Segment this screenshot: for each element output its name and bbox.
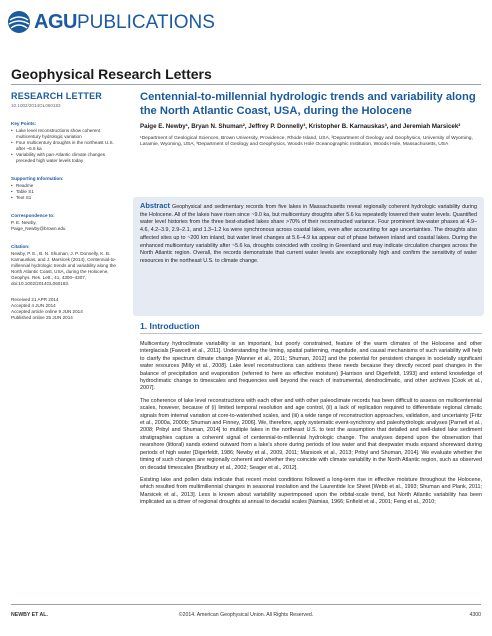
history-online: Accepted article online 9 JUN 2014 [11,309,83,314]
article-type: RESEARCH LETTER [11,91,103,101]
correspondence-email[interactable]: Paige_Newby@brown.edu [11,226,66,231]
logo-wordmark [34,11,215,34]
author-list: Paige E. Newby¹, Bryan N. Shuman², Jeffrey P. Donnelly³, Kristopher B. Karnauskas³, and Jeremiah Marsicek² [140,123,461,130]
abstract-text: Geophysical and sedimentary records from five lakes in Massachusetts reveal regionally coherent hydrologic variability during the Holocene. All of the lakes have risen since ~9.0 ka, but multicentury droughts after 5.6 ka repeatedly lowered their water levels. Quantified water level histories from the three best-studied lakes share >70% of their reconstructed variance. Four prominent low-water phases at 4.9–4.6, 4.2–3.9, 2.9–2.1, and 1.3–1.2 ka were synchronous across coastal lakes, even after accounting for age uncertainties. The droughts also affected sites up to ~200 km inland, but water level changes at 5.6–4.9 ka appear out of phase between inland and coastal lakes. During the enhanced multicentury variability after ~5.6 ka, droughts coincided with cooling in Greenland and may indicate circulation changes across the North Atlantic region. Overall, the records demonstrate that current water levels are exceptionally high and confirm the sensitivity of water resources in the northeast U.S. to climate change. [140,204,477,264]
footer-copyright: ©2014. American Geophysical Union. All Rights Reserved. [178,612,314,618]
logo-brand: AGU [34,10,77,33]
article-title: Centennial-to-millennial hydrologic trends and variability along the North Atlantic Coast, USA, during the Holocene [140,91,476,117]
key-point: • Lake level reconstructions show coherent multicentury hydrologic variation [11,128,119,140]
supporting-info-list [11,183,119,201]
page-footer [11,604,481,618]
citation-heading: Citation: [11,244,30,249]
key-point: • Variability with pan-Atlantic climate changes preceded high water levels today [11,152,119,164]
article-header [140,91,482,149]
history-received: Received 21 APR 2014 [11,297,59,302]
abstract-box [133,197,484,316]
author-affiliations: ¹Department of Geological Sciences, Brown University, Providence, Rhode Island, USA, ²Department of Geology and Geophysics, University of Wyoming, Laramie, Wyoming, USA, ³Department of Geology and Geophysics, Woods Hole Oceanographic Institution, Woods Hole, Massachusetts, USA [140,136,473,148]
supporting-info-item[interactable]: • Table S1 [11,189,119,195]
key-points-heading: Key Points: [11,121,37,126]
article-history [11,297,119,321]
supporting-info-item[interactable]: • Readme [11,183,119,189]
history-published: Published online 25 JUN 2014 [11,315,73,320]
citation-text: Newby, P. E., B. N. Shuman, J. P. Donnelly, K. B. Karnauskas, and J. Marsicek (2014), Centennial-to-millennial hydrologic trends and variability along the North Atlantic Coast, USA, during the Holocene, Geophys. Res. Lett., 41, 4300–4307, doi:10.1002/2014GL060183. [11,251,116,286]
supporting-info-item[interactable]: • Text S1 [11,195,119,201]
page-number: 4300 [469,612,481,618]
journal-name: Geophysical Research Letters [11,66,212,82]
article-body [140,341,482,512]
agu-publications-logo [7,10,215,34]
article-sidebar [11,91,119,321]
abstract-label: Abstract [140,201,170,210]
logo-imprint: PUBLICATIONS [76,11,215,33]
footer-authors: NEWBY ET AL. [11,612,48,618]
supporting-info-heading: Supporting Information: [11,176,64,181]
agu-globe-icon [7,10,31,34]
body-paragraph: Multicentury hydroclimate variability is an important, but poorly constrained, feature of the warm climates of the Holocene and other interglacials [Fawcett et al., 2011]. Understanding the timing, spatial patterning, magnitude, and causal mechanisms of such variability will help to clarify the spectrum climate change [Wanner et al., 2011; Shuman, 2012] and the potential for persistent changes in societally significant water resources [Milly et al., 2008]. Lake level reconstructions can address these needs because they directly record past changes in the balance of precipitation and evaporation (referred to here as effective moisture) [Harrison and Digerfeldt, 1993] and extend knowledge of hydroclimatic change to timescales and frequencies well beyond the reach of instrumental, dendroclimatic, and other archives [Cook et al., 2007]. [140,341,482,392]
key-points-list [11,128,119,164]
section-heading: 1. Introduction [140,321,482,334]
body-paragraph: The coherence of lake level reconstructions with each other and with other paleoclimate records has been difficult to assess on multicentennial scales, however, because of (i) limited temporal resolution and age control, (ii) a lack of replication required to differentiate regional climatic signals from internal variation at core-to-watershed scales, and (iii) a wide range of reconstruction approaches, validation, and uncertainty [Fritz et al., 2000a, 2000b; Shuman and Finney, 2006]. We, therefore, apply systematic event-synchrony and paleohydrologic analyses [Parnell et al., 2008; Pribyl and Shuman, 2014] to multiple lakes in the northeast U.S. to test the assumption that detailed and well-dated lake sediment stratigraphies capture a coherent signal of centennial-to-millennial hydrologic change. The analyses depend upon the observation that nearshore (littoral) sands extend outward from a lake's shore during periods of low water and that deepwater muds expand shoreward during periods of high water [Digerfeldt, 1986; Newby et al., 2009, 2011; Marsicek et al., 2013; Pribyl and Shuman, 2014]. We evaluate whether the timing of such changes are regionally coherent and whether they coincide with climate variability in the North Atlantic region, such as observed on decadal timescales [Bradbury et al., 2002; Seager et al., 2012]. [140,397,482,471]
abstract-paragraph [140,202,477,266]
correspondence-heading: Correspondence to: [11,213,55,218]
history-accepted: Accepted 4 JUN 2014 [11,303,56,308]
correspondence-name: P. E. Newby, [11,220,37,225]
article-doi: 10.1002/2014GL060183 [11,103,61,108]
header-rule [11,84,481,85]
key-point: • Four multicentury droughts in the northeast U.S. after ~5.6 ka [11,140,119,152]
body-paragraph: Existing lake and pollen data indicate that recent moist conditions followed a long-term rise in effective moisture throughout the Holocene, which resulted from multimillennial changes in seasonal insolation and the Laurentide Ice Sheet [Webb et al., 1993; Shuman and Plank, 2011; Marsicek et al., 2013]. Less is known about variability superimposed upon the orbital-scale trend, but North Atlantic variability has been implicated as a driver of regional droughts at annual to decadal scales [Namias, 1966; Enfield et al., 2001; Feng et al., 2010; [140,476,482,506]
